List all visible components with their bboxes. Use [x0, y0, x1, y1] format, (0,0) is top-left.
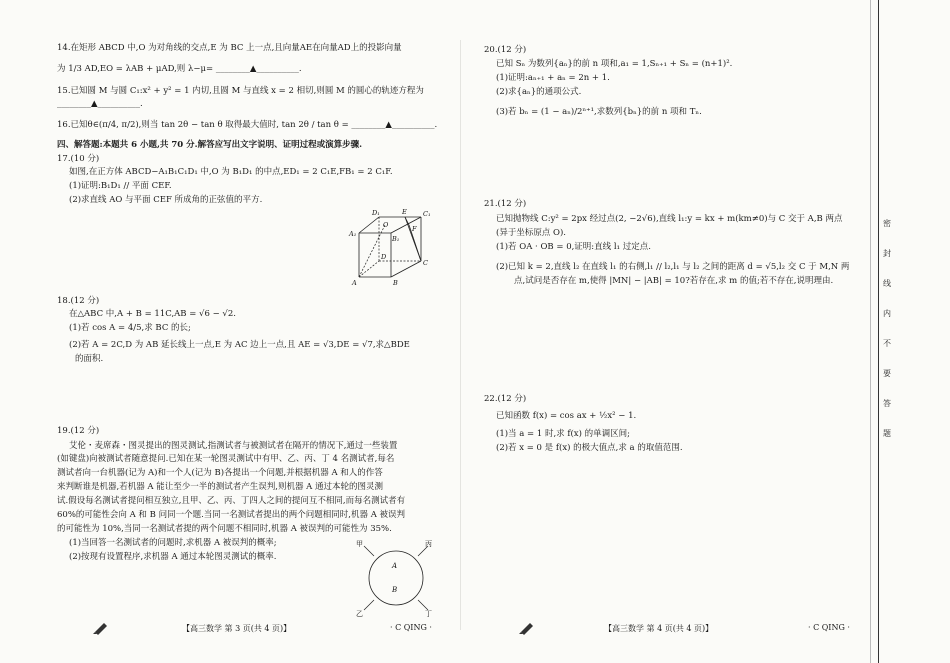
circle-label-ding: 丁 [425, 610, 432, 618]
q19-part1: (1)当回答一名测试者的问题时,求机器 A 被误判的概率; [69, 538, 277, 548]
section4-heading: 四、解答题:本题共 6 小题,共 70 分.解答应写出文字说明、证明过程或演算步骤. [57, 140, 363, 150]
q15-line2: ________▲__________. [57, 99, 143, 109]
q18-part2-cont: 的面积. [75, 354, 104, 364]
cube-figure [345, 205, 435, 290]
q20-stem: 已知 Sₙ 为数列{aₙ}的前 n 项和,a₁ = 1,Sₙ₊₁ + Sₙ = (n+1)². [496, 59, 733, 69]
q21-title: 21.(12 分) [484, 199, 527, 209]
q19-line6: 60%的可能性会向 A 和 B 问同一个题.当同一名测试者提出的两个问题相同时,机器 A 被误判 [57, 510, 406, 520]
q18-part2: (2)若 A = 2C,D 为 AB 延长线上一点,E 为 AC 边上一点,且 AE = √3,DE = √7,求△BDE [69, 340, 410, 350]
q21-part2-cont: 点,试问是否存在 m,使得 |MN| − |AB| = 10?若存在,求 m 的值;若不存在,说明理由. [514, 276, 834, 286]
seal-char: 答 [883, 399, 891, 408]
q20-title: 20.(12 分) [484, 45, 527, 55]
q17-part2: (2)求直线 AO 与平面 CEF 所成角的正弦值的平方. [69, 195, 263, 205]
q16: 16.已知θ∈(π/4, π/2),则当 tan 2θ − tan θ 取得最大值时, tan 2θ / tan θ = ________▲__________. [57, 120, 438, 130]
q14-line2: 为 1/3 AD,EO = λAB + μAD,则 λ−μ= ________▲__________. [57, 64, 302, 74]
q19-line2: (如键盘)向被测试者随意提问.已知在某一轮图灵测试中有甲、乙、丙、丁 4 名测试者,每名 [57, 454, 395, 464]
pen-icon [92, 619, 110, 635]
q19-line3: 测试者向一台机器(记为 A)和一个人(记为 B)各提出一个问题,并根据机器 A 和人的作答 [57, 468, 383, 478]
page-divider [460, 40, 461, 630]
footer-left-code: · C QING · [390, 623, 432, 632]
cube-label-c: C [423, 259, 428, 267]
q19-line5: 试.假设每名测试者提问相互独立,且甲、乙、丙、丁四人之间的提问互不相同,而每名测试者有 [57, 496, 406, 506]
circle-label-yi: 乙 [356, 610, 363, 618]
q22-title: 22.(12 分) [484, 394, 527, 404]
seal-char: 封 [883, 249, 891, 258]
q18-title: 18.(12 分) [57, 296, 100, 306]
q18-part1: (1)若 cos A = 4/5,求 BC 的长; [69, 323, 191, 333]
q15-line1: 15.已知圆 M 与圆 C₁:x² + y² = 1 内切,且圆 M 与直线 x = 2 相切,则圆 M 的圆心的轨迹方程为 [57, 86, 424, 96]
seal-char: 要 [883, 369, 891, 378]
footer-right-code: · C QING · [808, 623, 850, 632]
q18-stem: 在△ABC 中,A + B = 11C,AB = √6 − √2. [69, 309, 236, 319]
q19-part2: (2)按现有设置程序,求机器 A 通过本轮图灵测试的概率. [69, 552, 277, 562]
q21-stem: 已知抛物线 C:y² = 2px 经过点(2, −2√6),直线 l₁:y = kx + m(km≠0)与 C 交于 A,B 两点 [496, 214, 843, 224]
cube-label-b1: B₁ [392, 235, 400, 243]
q20-part3: (3)若 bₙ = (1 − aₙ)/2ⁿ⁺¹,求数列{bₙ}的前 n 项和 Tₙ. [496, 107, 702, 117]
footer-left: 【高三数学 第 3 页(共 4 页)】 [182, 624, 292, 633]
footer-right: 【高三数学 第 4 页(共 4 页)】 [604, 624, 714, 633]
circle-label-a: A [392, 562, 398, 570]
cube-label-f: F [412, 225, 417, 233]
seal-char: 题 [883, 429, 891, 438]
q17-part1: (1)证明:B₁D₁ // 平面 CEF. [69, 181, 172, 191]
q17-title: 17.(10 分) [57, 154, 100, 164]
cube-label-a1: A₁ [349, 230, 357, 238]
q19-line4: 来判断谁是机器,若机器 A 能让至少一半的测试者产生误判,则机器 A 通过本轮的图灵测 [57, 482, 383, 492]
cube-label-d1: D₁ [372, 209, 380, 217]
q22-part2: (2)若 x = 0 是 f(x) 的极大值点,求 a 的取值范围. [496, 443, 683, 453]
seal-char: 不 [883, 339, 891, 348]
q22-part1: (1)当 a = 1 时,求 f(x) 的单调区间; [496, 429, 630, 439]
seal-char: 内 [883, 309, 891, 318]
cube-label-a: A [352, 279, 357, 287]
seal-line [878, 0, 879, 663]
q20-part2: (2)求{aₙ}的通项公式. [496, 87, 582, 97]
cube-label-d: D [381, 253, 387, 261]
circle-label-b: B [392, 586, 398, 594]
cube-label-c1: C₁ [423, 210, 431, 218]
turing-test-figure [352, 538, 442, 618]
q21-stem-cont: (异于坐标原点 O). [496, 228, 567, 238]
q19-title: 19.(12 分) [57, 426, 100, 436]
circle-label-jia: 甲 [356, 540, 363, 548]
seal-char: 线 [883, 279, 891, 288]
q21-part2: (2)已知 k = 2,直线 l₂ 在直线 l₁ 的右侧,l₁ // l₂,l₁ 与 l₂ 之间的距离 d = √5,l₂ 交 C 于 M,N 两 [496, 262, 850, 272]
pen-icon [518, 619, 536, 635]
cube-label-o: O [383, 221, 389, 229]
seal-char: 密 [883, 219, 891, 228]
cube-label-b: B [393, 279, 398, 287]
cube-label-e: E [402, 208, 407, 216]
q20-part1: (1)证明:aₙ₊₁ + aₙ = 2n + 1. [496, 73, 610, 83]
circle-label-bing: 丙 [425, 540, 432, 548]
q14-line1: 14.在矩形 ABCD 中,O 为对角线的交点,E 为 BC 上一点,且向量AE在向量AD上的投影向量 [57, 43, 402, 53]
q22-stem: 已知函数 f(x) = cos ax + ½x² − 1. [496, 411, 637, 421]
q19-line1: 艾伦・麦席森・图灵提出的图灵测试,指测试者与被测试者在隔开的情况下,通过一些装置 [69, 441, 398, 451]
q19-line7: 的可能性为 10%,当同一名测试者提的两个问题不相同时,机器 A 被误判的可能性为 35%. [57, 524, 392, 534]
q17-stem: 如图,在正方体 ABCD−A₁B₁C₁D₁ 中,O 为 B₁D₁ 的中点,ED₁ = 2 C₁E,FB₁ = 2 C₁F. [69, 167, 393, 177]
q21-part1: (1)若 OA · OB = 0,证明:直线 l₁ 过定点. [496, 242, 651, 252]
seal-line-outer [870, 0, 871, 663]
